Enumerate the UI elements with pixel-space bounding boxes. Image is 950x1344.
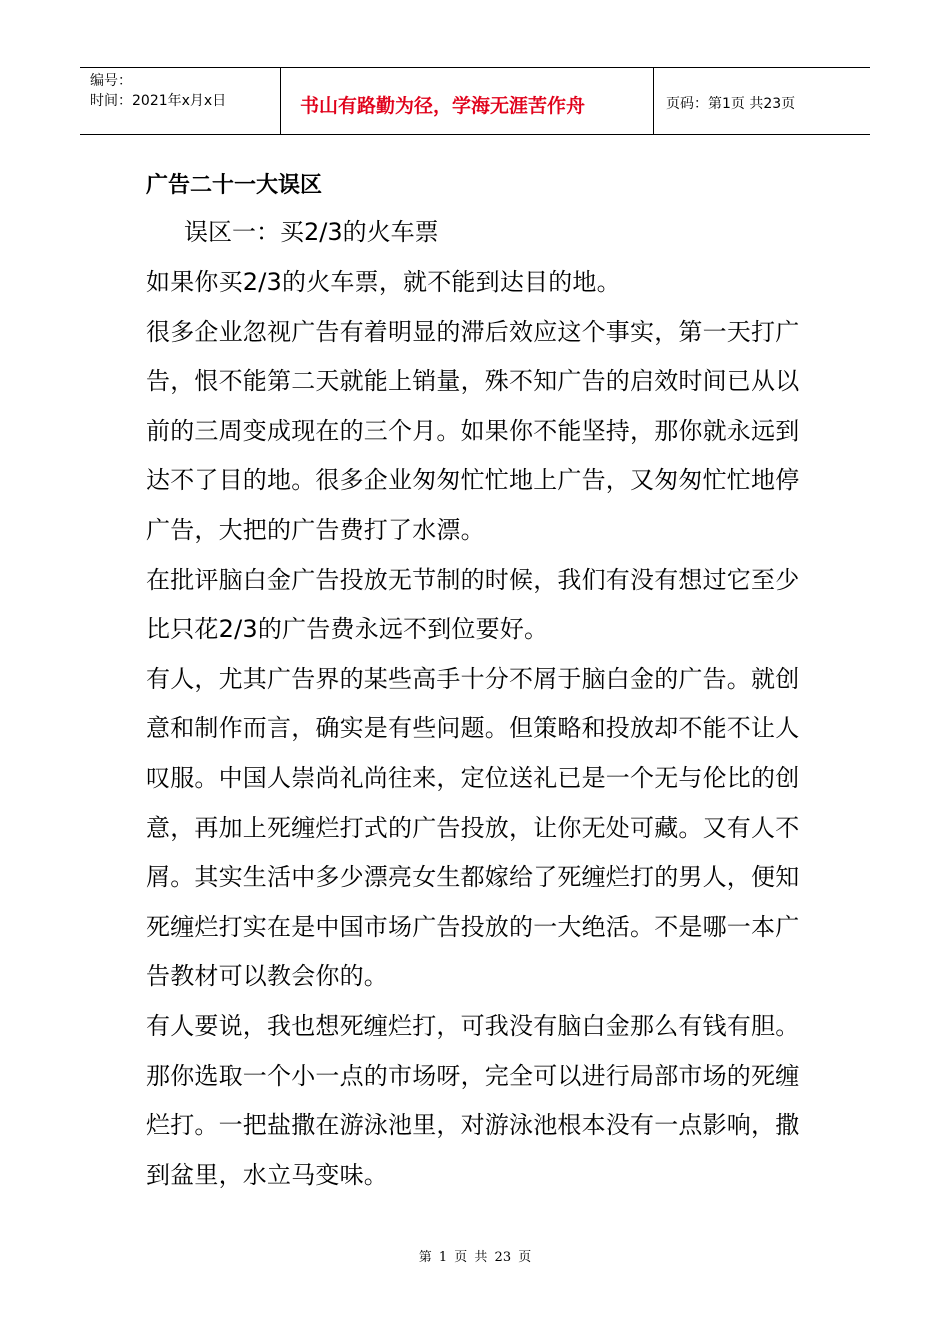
document-title: 广告二十一大误区 [146, 173, 323, 198]
header-number-label: 编号： [90, 73, 132, 89]
section-title: 误区一：买2/3的火车票 [184, 218, 439, 246]
header-motto-cell [281, 68, 654, 134]
document-body [146, 166, 806, 1200]
document-header [80, 67, 870, 135]
paragraph: 很多企业忽视广告有着明显的滞后效应这个事实，第一天打广告，恨不能第二天就能上销量，殊不知广告的启效时间已从以前的三周变成现在的三个月。如果你不能坚持，那你就永远到达不了目的地。很多企业匆匆忙忙地上广告，又匆匆忙忙地停广告，大把的广告费打了水漂。 [146, 317, 800, 544]
page-footer: 第 1 页 共 23 页 [418, 1250, 532, 1265]
paragraph: 有人要说，我也想死缠烂打，可我没有脑白金那么有钱有胆。那你选取一个小一点的市场呀，完全可以进行局部市场的死缠烂打。一把盐撒在游泳池里，对游泳池根本没有一点影响，撒到盆里，水立马变味。 [146, 1011, 800, 1189]
header-page-info: 页码：第1页 共23页 [666, 96, 796, 112]
header-meta-cell [80, 68, 281, 134]
header-time-label: 时间：2021年x月x日 [90, 93, 227, 109]
paragraph: 有人，尤其广告界的某些高手十分不屑于脑白金的广告。就创意和制作而言，确实是有些问题。但策略和投放却不能不让人叹服。中国人崇尚礼尚往来，定位送礼已是一个无与伦比的创意，再加上死缠烂打式的广告投放，让你无处可藏。又有人不屑。其实生活中多少漂亮女生都嫁给了死缠烂打的男人，便知死缠烂打实在是中国市场广告投放的一大绝活。不是哪一本广告教材可以教会你的。 [146, 664, 800, 991]
header-page-cell [654, 68, 870, 134]
paragraph: 在批评脑白金广告投放无节制的时候，我们有没有想过它至少比只花2/3的广告费永远不到位要好。 [146, 565, 800, 644]
paragraph: 如果你买2/3的火车票，就不能到达目的地。 [146, 268, 621, 296]
header-motto: 书山有路勤为径，学海无涯苦作舟 [300, 94, 586, 117]
